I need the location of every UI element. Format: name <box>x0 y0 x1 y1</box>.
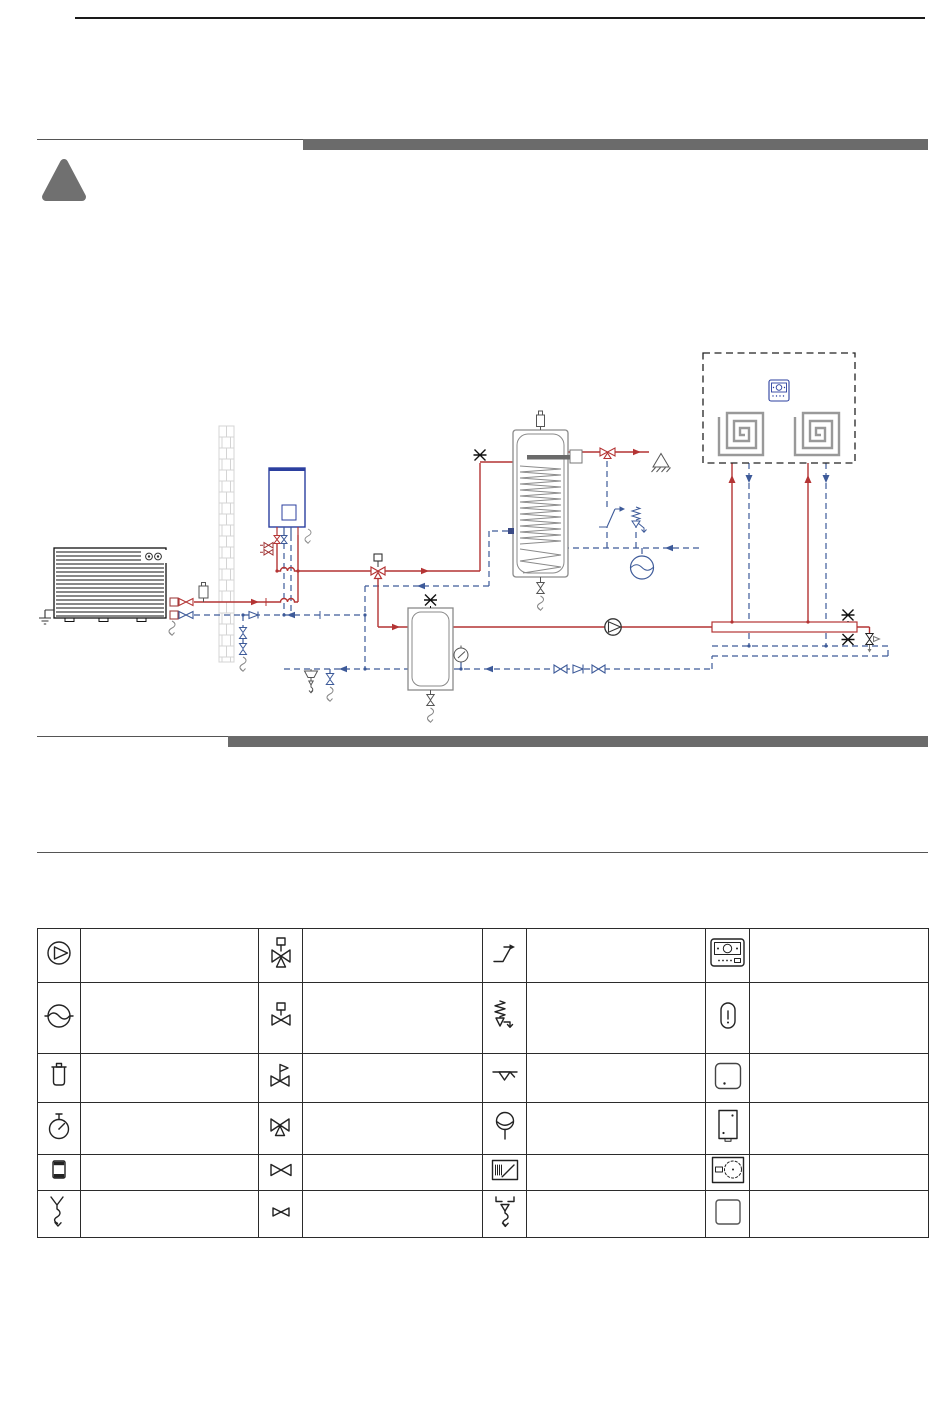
warning-triangle-icon <box>36 153 92 205</box>
shutoff-valve-icon <box>267 1161 295 1179</box>
legend-label <box>750 1155 929 1191</box>
expansion-vessel-icon <box>42 1002 76 1030</box>
sensor-pocket-icon <box>49 1158 69 1182</box>
legend-label <box>81 1155 259 1191</box>
section-bar-2 <box>228 736 928 747</box>
boiler-unit-icon <box>714 1108 742 1144</box>
buffer-tank <box>408 595 453 723</box>
legend-label <box>303 1191 483 1238</box>
fill-drain-group <box>240 628 247 672</box>
tundish-drain <box>305 669 318 693</box>
pressure-gauge <box>454 646 468 663</box>
hydraulic-diagram <box>37 330 928 730</box>
section-bar-1 <box>303 139 928 150</box>
tundish-icon <box>492 1195 518 1229</box>
underfloor-heating-circuit-2 <box>795 413 839 455</box>
flow-switch <box>599 506 625 527</box>
legend-label <box>527 1155 706 1191</box>
legend-label <box>81 1191 259 1238</box>
flow-switch-icon <box>491 940 519 966</box>
outside-wall <box>219 426 234 662</box>
flow-manifold <box>712 610 857 646</box>
motorized-two-way-valve-icon <box>266 1001 296 1031</box>
shut-off-valves <box>179 599 193 619</box>
motorized-three-way-valve-icon <box>266 936 296 970</box>
check-valve-icon <box>491 1067 519 1085</box>
pump-icon <box>44 938 74 968</box>
legend-label <box>750 1191 929 1238</box>
junction-dots <box>241 569 827 670</box>
legend-label <box>750 983 929 1054</box>
legend-label <box>303 983 483 1054</box>
check-valve <box>249 612 258 619</box>
thermostatic-mixing-valve <box>600 448 615 459</box>
motorized-three-way-valve <box>371 554 385 579</box>
legend-label <box>303 1155 483 1191</box>
air-vent-icon <box>493 1111 517 1141</box>
top-rule <box>75 17 925 19</box>
legend-label <box>527 1054 706 1103</box>
legend-label <box>750 1103 929 1155</box>
expansion-vessel <box>631 556 654 579</box>
flexible-connections <box>170 598 178 619</box>
safety-valve-icon <box>491 999 519 1033</box>
divider-line-2 <box>37 736 228 737</box>
indoor-unit-icon <box>712 1060 744 1092</box>
outdoor-sensor-icon <box>716 1000 740 1032</box>
safety-valve-group <box>632 507 647 532</box>
earth-ground-icon <box>39 610 54 624</box>
antifreeze-valve <box>199 583 208 603</box>
legend-label <box>303 1103 483 1155</box>
draw-off-point <box>652 454 671 473</box>
legend-label <box>81 983 259 1054</box>
legend-table <box>37 928 929 1238</box>
legend-label <box>303 1054 483 1103</box>
small-valve-icon <box>269 1205 293 1219</box>
room-thermostat <box>769 380 789 401</box>
buffer-drain <box>427 690 434 722</box>
three-way-valve-icon <box>266 1112 296 1140</box>
outdoor-heat-pump-unit <box>39 548 175 635</box>
gas-connection <box>260 543 273 556</box>
dhw-cylinder <box>508 411 582 610</box>
underfloor-heating-circuit-1 <box>719 413 763 455</box>
manifold-drain-valve <box>866 634 880 653</box>
drain-hose-icon <box>47 1195 71 1229</box>
electric-supply-icon <box>490 1158 520 1182</box>
divider-line-3 <box>37 852 928 853</box>
filter-icon <box>47 1062 71 1090</box>
legend-label <box>750 929 929 983</box>
circulation-pump <box>605 619 621 635</box>
air-vent-icon <box>424 595 437 606</box>
legend-label <box>750 1054 929 1103</box>
legend-label <box>81 1103 259 1155</box>
room-controller-icon <box>709 937 747 969</box>
legend-label <box>527 983 706 1054</box>
drain-valve-icon <box>267 1060 295 1092</box>
isolation-valve-group <box>554 665 605 674</box>
immersion-heater <box>527 455 570 460</box>
legend-label <box>303 929 483 983</box>
drain-valve <box>326 674 333 702</box>
blank-box-icon <box>712 1196 744 1228</box>
legend-label <box>81 929 259 983</box>
timer-control-icon <box>710 1155 746 1185</box>
temperature-gauge-icon <box>46 1111 72 1141</box>
legend-label <box>81 1054 259 1103</box>
cylinder-drain <box>537 577 544 610</box>
legend-label <box>527 1191 706 1238</box>
legend-label <box>527 1103 706 1155</box>
heated-room-boundary <box>703 353 855 463</box>
wall-hung-boiler <box>260 468 311 555</box>
legend-label <box>527 929 706 983</box>
divider-line-1 <box>37 139 303 140</box>
cylinder-air-vent <box>537 411 545 430</box>
